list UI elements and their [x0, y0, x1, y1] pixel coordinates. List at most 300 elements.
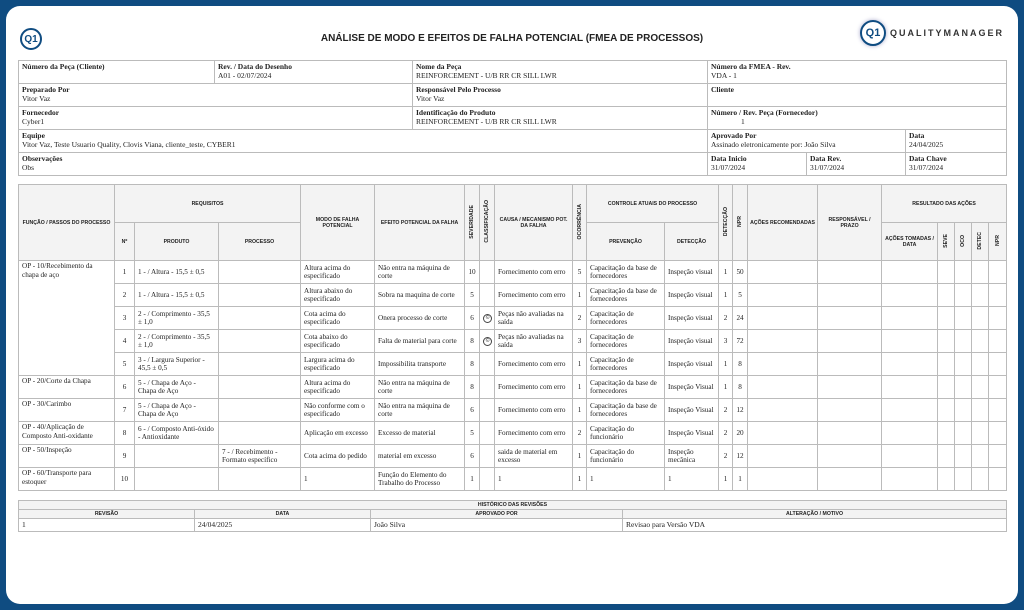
cell-deteccao-text: 2 — [723, 313, 728, 322]
cell-detec — [972, 468, 989, 491]
table-row — [19, 307, 1007, 330]
cell-oco — [955, 330, 972, 353]
cell-severidade — [465, 284, 480, 307]
cell-causa-text: Peças não avaliadas na saída — [498, 332, 564, 349]
cell-acoes-tomadas — [882, 422, 938, 445]
col-acoes-tomadas: AÇÕES TOMADAS / DATA — [882, 223, 938, 261]
cell-processo — [219, 399, 301, 422]
cell-prevencao-text: Capacitação da base de fornecedores — [590, 401, 657, 418]
cell-npr-text: 20 — [736, 428, 744, 437]
cell-detec — [972, 284, 989, 307]
cell-seve — [938, 376, 955, 399]
cell-ocorrencia-text: 5 — [577, 267, 582, 276]
cell-ocorrencia-text: 1 — [577, 382, 582, 391]
cell-seve — [938, 353, 955, 376]
cell-causa — [495, 422, 573, 445]
cell-classificacao — [480, 353, 495, 376]
cell-deteccao-text: 2 — [723, 428, 728, 437]
cell-npr2 — [989, 353, 1007, 376]
cell-ocorrencia — [573, 261, 587, 284]
cell-processo-text: 7 - / Recebimento - Formato específico — [222, 447, 278, 464]
cell-responsavel — [818, 307, 882, 330]
cell-deteccao-controle — [665, 330, 719, 353]
cell-efeito-text: Não entra na máquina de corte — [378, 401, 450, 418]
cell-npr-text: 8 — [738, 382, 742, 391]
cell-acoes-tomadas — [882, 307, 938, 330]
cell-oco — [955, 468, 972, 491]
cell-acoes-tomadas — [882, 330, 938, 353]
cell-acoes — [748, 468, 818, 491]
cell-deteccao-text: 2 — [723, 451, 728, 460]
cell-produto-text: 2 - / Comprimento - 35,5 ± 1,0 — [138, 332, 210, 349]
cell-acoes-tomadas — [882, 399, 938, 422]
cell-efeito — [375, 399, 465, 422]
cell-num-text: 8 — [122, 428, 127, 437]
cell-acoes — [748, 261, 818, 284]
cell-funcao-text: OP - 30/Carimbo — [22, 400, 72, 408]
cell-detec — [972, 307, 989, 330]
cell-num — [115, 468, 135, 491]
cell-acoes — [748, 284, 818, 307]
cell-oco — [955, 399, 972, 422]
cell-efeito — [375, 353, 465, 376]
cell-produto-text: 3 - / Largura Superior - 45,5 ± 0,5 — [138, 355, 205, 372]
cell-modo-falha-text: Altura acima do especificado — [304, 263, 351, 280]
cell-deteccao — [719, 330, 733, 353]
cell-prevencao — [587, 353, 665, 376]
cell-funcao — [19, 376, 115, 399]
cell-npr2 — [989, 376, 1007, 399]
cell-deteccao-text: 1 — [723, 359, 728, 368]
history-title: HISTÓRICO DAS REVISÕES — [19, 501, 1007, 510]
cell-num — [115, 307, 135, 330]
cell-prevencao-text: Capacitação do funcionário — [590, 447, 635, 464]
cell-num-text: 7 — [122, 405, 127, 414]
cell-prevencao — [587, 422, 665, 445]
cell-produto-text: 2 - / Comprimento - 35,5 ± 1,0 — [138, 309, 210, 326]
rev-cell: Rev. / Data do Desenho A01 - 02/07/2024 — [215, 61, 413, 84]
cell-oco — [955, 445, 972, 468]
cell-deteccao — [719, 399, 733, 422]
cell-npr — [733, 399, 748, 422]
cell-oco — [955, 376, 972, 399]
cell-ocorrencia — [573, 307, 587, 330]
cell-modo-falha-text: Não conforme com o especificado — [304, 401, 365, 418]
cell-severidade — [465, 307, 480, 330]
cell-produto-text: 1 - / Altura - 15,5 ± 0,5 — [138, 290, 205, 299]
cell-num — [115, 399, 135, 422]
cell-deteccao-controle-text: Inspeção visual — [668, 359, 713, 368]
cell-deteccao-controle-text: Inspeção Visual — [668, 405, 714, 414]
col-num: Nº — [115, 223, 135, 261]
cell-modo-falha — [301, 376, 375, 399]
cell-num-text: 2 — [122, 290, 127, 299]
cell-severidade — [465, 399, 480, 422]
col-prevencao: PREVENÇÃO — [587, 223, 665, 261]
cell-acoes-tomadas — [882, 261, 938, 284]
cell-severidade — [465, 422, 480, 445]
cell-modo-falha — [301, 445, 375, 468]
table-row — [19, 376, 1007, 399]
cell-causa-text: saida de material em excesso — [498, 447, 558, 464]
cell-produto — [135, 445, 219, 468]
cell-npr — [733, 422, 748, 445]
cell-responsavel — [818, 422, 882, 445]
cell-ocorrencia-text: 1 — [577, 451, 582, 460]
cell-npr-text: 50 — [736, 267, 744, 276]
cell-prevencao-text: Capacitação de fornecedores — [590, 309, 634, 326]
cell-acoes-tomadas — [882, 468, 938, 491]
cell-prevencao-text: Capacitação da base de fornecedores — [590, 263, 657, 280]
col-processo: PROCESSO — [219, 223, 301, 261]
col-deteccao: DETECÇÃO — [719, 185, 733, 261]
cell-detec — [972, 353, 989, 376]
cell-npr2 — [989, 330, 1007, 353]
cell-acoes — [748, 376, 818, 399]
cell-efeito — [375, 330, 465, 353]
cell-npr-text: 12 — [736, 405, 744, 414]
cell-processo — [219, 307, 301, 330]
cell-efeito-text: Sobra na maquina de corte — [378, 290, 455, 299]
brand-name: QUALITYMANAGER — [890, 28, 1004, 38]
cell-severidade — [465, 330, 480, 353]
cell-num — [115, 261, 135, 284]
cell-modo-falha-text: Altura acima do especificado — [304, 378, 351, 395]
cell-causa — [495, 307, 573, 330]
cell-npr — [733, 330, 748, 353]
cell-efeito-text: Falta de material para corte — [378, 336, 457, 345]
cell-responsavel — [818, 399, 882, 422]
table-row — [19, 399, 1007, 422]
col-modo-falha: MODO DE FALHA POTENCIAL — [301, 185, 375, 261]
col-severidade: SEVERIDADE — [465, 185, 480, 261]
cell-deteccao — [719, 422, 733, 445]
cell-causa-text: Fornecimento com erro — [498, 428, 566, 437]
cell-efeito-text: Não entra na máquina de corte — [378, 263, 450, 280]
col-funcao: FUNÇÃO / PASSOS DO PROCESSO — [19, 185, 115, 261]
table-row — [19, 330, 1007, 353]
cell-produto — [135, 376, 219, 399]
history-aprovado: João Silva — [371, 519, 623, 532]
cell-ocorrencia-text: 2 — [577, 313, 582, 322]
cell-npr2 — [989, 399, 1007, 422]
cell-causa-text: 1 — [498, 474, 502, 483]
cell-modo-falha — [301, 330, 375, 353]
cell-deteccao-controle-text: 1 — [668, 474, 672, 483]
cell-causa — [495, 468, 573, 491]
cell-deteccao-controle-text: Inspeção mecânica — [668, 447, 696, 464]
cell-ocorrencia-text: 1 — [577, 474, 582, 483]
cell-deteccao-text: 1 — [723, 267, 728, 276]
col-ocorrencia: OCORRÊNCIA — [573, 185, 587, 261]
cell-npr2 — [989, 261, 1007, 284]
cell-acoes-tomadas — [882, 376, 938, 399]
cell-deteccao — [719, 376, 733, 399]
cell-acoes — [748, 307, 818, 330]
cell-responsavel — [818, 445, 882, 468]
preparado-cell: Preparado Por Vitor Vaz — [19, 84, 413, 107]
cell-ocorrencia-text: 1 — [577, 405, 582, 414]
cell-produto — [135, 330, 219, 353]
cell-npr — [733, 307, 748, 330]
cell-responsavel — [818, 376, 882, 399]
cell-seve — [938, 284, 955, 307]
cell-funcao — [19, 261, 115, 376]
cell-deteccao-controle-text: Inspeção visual — [668, 267, 713, 276]
cell-ocorrencia-text: 2 — [577, 428, 582, 437]
cell-deteccao — [719, 353, 733, 376]
cell-acoes — [748, 399, 818, 422]
table-row — [19, 468, 1007, 491]
equipe-cell: Equipe Vitor Vaz, Teste Usuario Quality, Clovis Viana, cliente_teste, CYBER1 — [19, 130, 708, 153]
cell-causa — [495, 376, 573, 399]
cell-seve — [938, 307, 955, 330]
cell-modo-falha-text: Aplicação em excesso — [304, 428, 368, 437]
cell-npr — [733, 284, 748, 307]
fmea-document — [6, 6, 1018, 604]
cell-produto — [135, 284, 219, 307]
cell-npr-text: 5 — [738, 290, 742, 299]
cell-npr-text: 8 — [738, 359, 742, 368]
data-cell: Data 24/04/2025 — [906, 130, 1007, 153]
fmea-table — [18, 184, 1007, 491]
cell-prevencao-text: Capacitação da base de fornecedores — [590, 286, 657, 303]
cell-responsavel — [818, 353, 882, 376]
cell-deteccao-controle-text: Inspeção visual — [668, 313, 713, 322]
cell-modo-falha — [301, 399, 375, 422]
numero-fmea-cell: Número da FMEA - Rev. VDA - 1 — [708, 61, 1007, 84]
cell-classificacao — [480, 376, 495, 399]
cell-modo-falha-text: Altura abaixo do especificado — [304, 286, 353, 303]
cell-npr-text: 24 — [736, 313, 744, 322]
header-table — [18, 60, 1007, 176]
cell-deteccao — [719, 284, 733, 307]
observacoes-cell: Observações Obs — [19, 153, 708, 176]
cell-npr-text: 12 — [736, 451, 744, 460]
cell-npr2 — [989, 445, 1007, 468]
cell-modo-falha — [301, 353, 375, 376]
cell-severidade-text: 8 — [470, 336, 474, 345]
cell-severidade-text: 5 — [470, 290, 474, 299]
cell-causa-text: Fornecimento com erro — [498, 267, 566, 276]
history-col-aprovado: APROVADO POR — [371, 510, 623, 519]
responsavel-cell: Responsável Pelo Processo Vitor Vaz — [413, 84, 708, 107]
history-data: 24/04/2025 — [195, 519, 371, 532]
cell-causa-text: Fornecimento com erro — [498, 382, 566, 391]
cell-deteccao-controle — [665, 376, 719, 399]
cell-efeito — [375, 261, 465, 284]
cell-ocorrencia-text: 1 — [577, 290, 582, 299]
cell-num — [115, 284, 135, 307]
cell-deteccao-controle — [665, 445, 719, 468]
cell-produto — [135, 468, 219, 491]
cell-produto — [135, 307, 219, 330]
cell-deteccao-controle-text: Inspeção visual — [668, 336, 713, 345]
cell-prevencao — [587, 330, 665, 353]
cell-efeito-text: Impossibilita transporte — [378, 359, 447, 368]
num-rev-fornecedor-cell: Número / Rev. Peça (Fornecedor) 1 — [708, 107, 1007, 130]
cell-detec — [972, 422, 989, 445]
document-title: ANÁLISE DE MODO E EFEITOS DE FALHA POTENCIAL (FMEA DE PROCESSOS) — [320, 33, 704, 44]
cell-efeito — [375, 468, 465, 491]
cell-num — [115, 353, 135, 376]
table-row — [19, 261, 1007, 284]
col-npr2: NPR — [989, 223, 1007, 261]
cell-modo-falha-text: Cota acima do pedido — [304, 451, 367, 460]
cell-deteccao-text: 1 — [723, 474, 728, 483]
cell-produto-text: 1 - / Altura - 15,5 ± 0,5 — [138, 267, 205, 276]
cell-produto-text: 5 - / Chapa de Aço - Chapa de Aço — [138, 401, 196, 418]
cell-num-text: 10 — [120, 474, 129, 483]
data-inicio-cell: Data Inicio 31/07/2024 — [708, 153, 807, 176]
cell-efeito-text: Não entra na máquina de corte — [378, 378, 450, 395]
cell-ocorrencia — [573, 284, 587, 307]
cell-npr2 — [989, 284, 1007, 307]
cell-npr — [733, 445, 748, 468]
cell-deteccao-controle — [665, 422, 719, 445]
cell-severidade-text: 6 — [470, 451, 474, 460]
history-row — [19, 519, 1007, 532]
cell-classificacao — [480, 422, 495, 445]
cell-prevencao-text: 1 — [590, 474, 594, 483]
cell-prevencao — [587, 261, 665, 284]
cell-acoes-tomadas — [882, 353, 938, 376]
cell-causa-text: Fornecimento com erro — [498, 290, 566, 299]
cell-produto — [135, 399, 219, 422]
cell-prevencao — [587, 376, 665, 399]
cell-efeito-text: Excesso de material — [378, 428, 436, 437]
cell-deteccao — [719, 445, 733, 468]
fornecedor-cell: Fornecedor Cyber1 — [19, 107, 413, 130]
cell-detec — [972, 330, 989, 353]
cell-processo — [219, 445, 301, 468]
cell-prevencao — [587, 307, 665, 330]
history-alteracao: Revisao para Versão VDA — [623, 519, 1007, 532]
cell-detec — [972, 261, 989, 284]
cell-npr2 — [989, 307, 1007, 330]
cell-ocorrencia — [573, 468, 587, 491]
cell-produto — [135, 261, 219, 284]
cell-produto-text: 5 - / Chapa de Aço - Chapa de Aço — [138, 378, 196, 395]
history-table — [18, 500, 1007, 532]
cell-prevencao — [587, 445, 665, 468]
cell-npr — [733, 468, 748, 491]
aprovado-cell: Aprovado Por Assinado eletronicamente por: João Silva — [708, 130, 906, 153]
cell-num-text: 9 — [122, 451, 127, 460]
cell-ocorrencia — [573, 399, 587, 422]
critical-characteristic-icon: © — [483, 314, 492, 323]
history-col-alteracao: ALTERAÇÃO / MOTIVO — [623, 510, 1007, 519]
cell-modo-falha — [301, 261, 375, 284]
cell-ocorrencia — [573, 422, 587, 445]
col-resultado: RESULTADO DAS AÇÕES — [882, 185, 1007, 223]
quality-manager-logo-icon: Q1 — [860, 20, 886, 46]
cell-classificacao — [480, 468, 495, 491]
cell-causa-text: Peças não avaliadas na saída — [498, 309, 564, 326]
cell-deteccao — [719, 468, 733, 491]
cell-oco — [955, 422, 972, 445]
col-produto: PRODUTO — [135, 223, 219, 261]
cell-funcao-text: OP - 40/Aplicação de Composto Anti-oxidante — [22, 423, 93, 440]
col-detec: DETEC — [972, 223, 989, 261]
cell-funcao-text: OP - 50/Inspeção — [22, 446, 72, 454]
cell-produto-text: 6 - / Composto Anti-óxido - Antioxidante — [138, 424, 214, 441]
cell-severidade-text: 10 — [468, 267, 476, 276]
col-oco: OCO — [955, 223, 972, 261]
cell-causa — [495, 399, 573, 422]
col-classificacao: CLASSIFICAÇÃO — [480, 185, 495, 261]
cell-deteccao-text: 2 — [723, 405, 728, 414]
cell-causa — [495, 284, 573, 307]
cell-processo — [219, 353, 301, 376]
cell-ocorrencia — [573, 376, 587, 399]
cell-oco — [955, 261, 972, 284]
numero-peca-cell: Número da Peça (Cliente) — [19, 61, 215, 84]
cell-funcao-text: OP - 10/Recebimento da chapa de aço — [22, 262, 93, 279]
cell-efeito — [375, 284, 465, 307]
cell-acoes — [748, 445, 818, 468]
cell-num-text: 6 — [122, 382, 127, 391]
cell-prevencao — [587, 468, 665, 491]
cell-seve — [938, 399, 955, 422]
cell-classificacao — [480, 445, 495, 468]
history-revisao: 1 — [19, 519, 195, 532]
cell-num-text: 1 — [122, 267, 127, 276]
cell-responsavel — [818, 261, 882, 284]
cell-deteccao — [719, 307, 733, 330]
cell-severidade-text: 6 — [470, 405, 474, 414]
col-npr: NPR — [733, 185, 748, 261]
cell-severidade-text: 1 — [470, 474, 474, 483]
cell-deteccao — [719, 261, 733, 284]
cell-num-text: 5 — [122, 359, 127, 368]
col-responsavel: RESPONSÁVEL / PRAZO — [818, 185, 882, 261]
cell-deteccao-controle-text: Inspeção Visual — [668, 428, 714, 437]
history-col-revisao: REVISÃO — [19, 510, 195, 519]
cell-causa — [495, 330, 573, 353]
cell-prevencao — [587, 399, 665, 422]
cell-modo-falha-text: Cota acima do especificado — [304, 309, 346, 326]
cell-seve — [938, 261, 955, 284]
cell-oco — [955, 353, 972, 376]
cell-deteccao-controle — [665, 399, 719, 422]
cell-deteccao-controle — [665, 307, 719, 330]
cell-produto — [135, 422, 219, 445]
cell-deteccao-text: 1 — [723, 290, 728, 299]
cell-funcao-text: OP - 60/Transporte para estoquer — [22, 469, 92, 486]
cell-funcao — [19, 445, 115, 468]
cell-num-text: 3 — [122, 313, 127, 322]
cell-modo-falha — [301, 468, 375, 491]
cell-processo — [219, 330, 301, 353]
col-seve: SEVE — [938, 223, 955, 261]
cell-npr — [733, 376, 748, 399]
cell-num — [115, 376, 135, 399]
cell-efeito-text: Onera processo de corte — [378, 313, 448, 322]
cell-funcao — [19, 399, 115, 422]
cell-seve — [938, 422, 955, 445]
cell-classificacao — [480, 399, 495, 422]
cell-causa-text: Fornecimento com erro — [498, 359, 566, 368]
cell-acoes-tomadas — [882, 445, 938, 468]
cell-num — [115, 422, 135, 445]
cell-funcao-text: OP - 20/Corte da Chapa — [22, 377, 91, 385]
cell-deteccao-controle-text: Inspeção visual — [668, 290, 713, 299]
cell-modo-falha — [301, 284, 375, 307]
cell-processo — [219, 468, 301, 491]
cell-responsavel — [818, 330, 882, 353]
identificacao-cell: Identificação do Produto REINFORCEMENT - U/B RR CR SILL LWR — [413, 107, 708, 130]
